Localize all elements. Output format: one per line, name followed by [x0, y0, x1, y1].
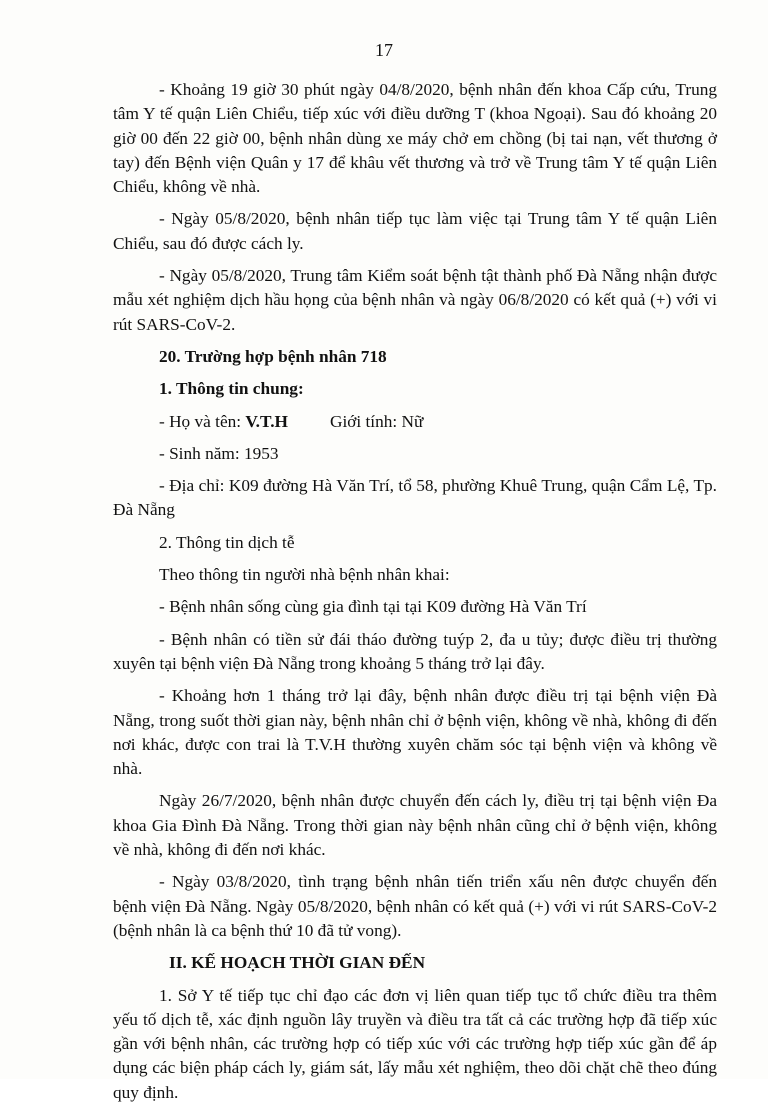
epi-item-residence: - Bệnh nhân sống cùng gia đình tại tại K09 đường Hà Văn Trí [159, 597, 587, 617]
name-label: - Họ và tên: [159, 411, 246, 431]
name-row [113, 410, 717, 434]
general-info-heading: 1. Thông tin chung: [159, 379, 304, 399]
case-heading: 20. Trường hợp bệnh nhân 718 [159, 346, 387, 366]
epi-item-history: - Bệnh nhân có tiền sử đái tháo đường tuýp 2, đa u tủy; được điều trị thường xuyên tại bệnh viện Đà Nẵng trong khoảng 5 tháng trở lại đây. [113, 629, 717, 673]
paragraph-continued-work: - Ngày 05/8/2020, bệnh nhân tiếp tục làm việc tại Trung tâm Y tế quận Liên Chiểu, sau đó được cách ly. [113, 209, 717, 253]
gender-text: Giới tính: Nữ [329, 411, 424, 431]
section-ii-title: II. KẾ HOẠCH THỜI GIAN ĐẾN [169, 953, 426, 973]
epi-item-hospital-stay: - Khoảng hơn 1 tháng trở lại đây, bệnh nhân được điều trị tại bệnh viện Đà Nẵng, trong suốt thời gian này, bệnh nhân chỉ ở bệnh viện, không về nhà, không đi đến nơi khác, được con trai là T.V.H thường xuyên chăm sóc tại bệnh viện và không về nhà. [113, 686, 717, 779]
paragraph-test-result: - Ngày 05/8/2020, Trung tâm Kiểm soát bệnh tật thành phố Đà Nẵng nhận được mẫu xét nghiệm dịch hầu họng của bệnh nhân và ngày 06/8/2020 có kết quả (+) với vi rút SARS-CoV-2. [113, 266, 717, 334]
page-number: 17 [375, 40, 393, 60]
address: - Địa chỉ: K09 đường Hà Văn Trí, tổ 58, phường Khuê Trung, quận Cẩm Lệ, Tp. Đà Nẵng [113, 476, 717, 520]
birth-year: - Sinh năm: 1953 [159, 443, 279, 463]
epi-intro: Theo thông tin người nhà bệnh nhân khai: [159, 565, 450, 585]
epi-heading: 2. Thông tin dịch tễ [159, 532, 295, 552]
section-ii-item-1: 1. Sở Y tế tiếp tục chỉ đạo các đơn vị liên quan tiếp tục tổ chức điều tra thêm yếu tố dịch tễ, xác định nguồn lây truyền và điều tra tất cả các trường hợp đã tiếp xúc gần với bệnh nhân, các trường hợp có tiếp xúc với các trường hợp tiếp xúc gần để áp dụng các biện pháp cách ly, giám sát, lấy mẫu xét nghiệm, theo dõi chặt chẽ theo đúng quy định. [113, 985, 717, 1102]
paragraph-visit-emergency: - Khoảng 19 giờ 30 phút ngày 04/8/2020, bệnh nhân đến khoa Cấp cứu, Trung tâm Y tế quận Liên Chiểu, tiếp xúc với điều dưỡng T (khoa Ngoại). Sau đó khoảng 20 giờ 00 đến 22 giờ 00, bệnh nhân dùng xe máy chở em chồng (bị tai nạn, vết thương ở tay) đến Bệnh viện Quân y 17 để khâu vết thương và trở về Trung tâm Y tế quận Liên Chiểu, không về nhà. [113, 80, 717, 197]
name-value: V.T.H [245, 411, 288, 431]
epi-item-transfer-isolation: Ngày 26/7/2020, bệnh nhân được chuyển đến cách ly, điều trị tại bệnh viện Đa khoa Gia Đình Đà Nẵng. Trong thời gian này bệnh nhân cũng chỉ ở bệnh viện, không về nhà, không đi đến nơi khác. [113, 791, 717, 860]
epi-item-deterioration: - Ngày 03/8/2020, tình trạng bệnh nhân tiến triển xấu nên được chuyển đến bệnh viện Đà Nẵng. Ngày 05/8/2020, bệnh nhân có kết quả (+) với vi rút SARS-CoV-2 (bệnh nhân là ca bệnh thứ 10 đã tử vong). [113, 872, 717, 940]
document-body [113, 78, 717, 1113]
